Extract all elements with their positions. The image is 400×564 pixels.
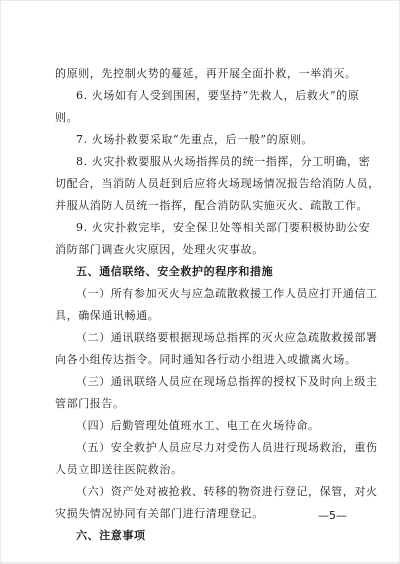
document-page [1,1,399,562]
text-line: 管部门报告。 [55,397,125,410]
text-line: 灾损失情况协同有关部门进行清理登记。 [55,507,264,520]
text-line: 9. 火灾扑救完毕，安全保卫处等相关部门要积极协助公安 [76,221,371,234]
text-line: （二）通讯联络要根据现场总指挥的灭火应急疏散救援部署 [76,331,378,344]
text-line: 并服从消防人员统一指挥，配合消防队实施灭火、疏散工作。 [55,199,369,212]
text-line: 6. 火场如有人受到围困，要坚持“先救人，后救火”的原 [76,89,360,102]
text-line: 具，确保通讯畅通。 [55,309,160,322]
text-line: 向各小组传达指令。同时通知各行动小组进入或撤离火场。 [55,353,357,366]
text-line: 7. 火场扑救要采取“先重点，后一般”的原则。 [76,133,314,146]
text-line: （一）所有参加灭火与应急疏散救援工作人员应打开通信工 [76,287,378,300]
text-line: （六）资产处对被抢救、转移的物资进行登记，保管，对火 [76,485,378,498]
text-line: （五）安全救护人员应尽力对受伤人员进行现场救治，重伤 [76,441,378,454]
text-line: 则。 [55,111,79,124]
document-body [55,63,380,547]
text-line: 消防部门调查火灾原因，处理火灾事故。 [55,243,264,256]
text-line: 切配合，当消防人员赶到后应将火场现场情况报告给消防人员， [55,177,380,190]
text-line: （四）后勤管理处值班水工、电工在火场待命。 [76,419,320,432]
text-line: 的原则，先控制火势的蔓延，再开展全面扑救，一举消灭。 [55,67,357,80]
text-line: 8. 火灾扑救要服从火场指挥员的统一指挥，分工明确，密 [76,155,371,168]
section-heading: 六、注意事项 [76,529,146,542]
text-line: （三）通讯联络人员应在现场总指挥的授权下及时向上级主 [76,375,378,388]
text-line: 人员立即送往医院救治。 [55,463,183,476]
section-heading: 五、通信联络、安全救护的程序和措施 [76,265,274,278]
page-number: —5— [318,509,347,522]
